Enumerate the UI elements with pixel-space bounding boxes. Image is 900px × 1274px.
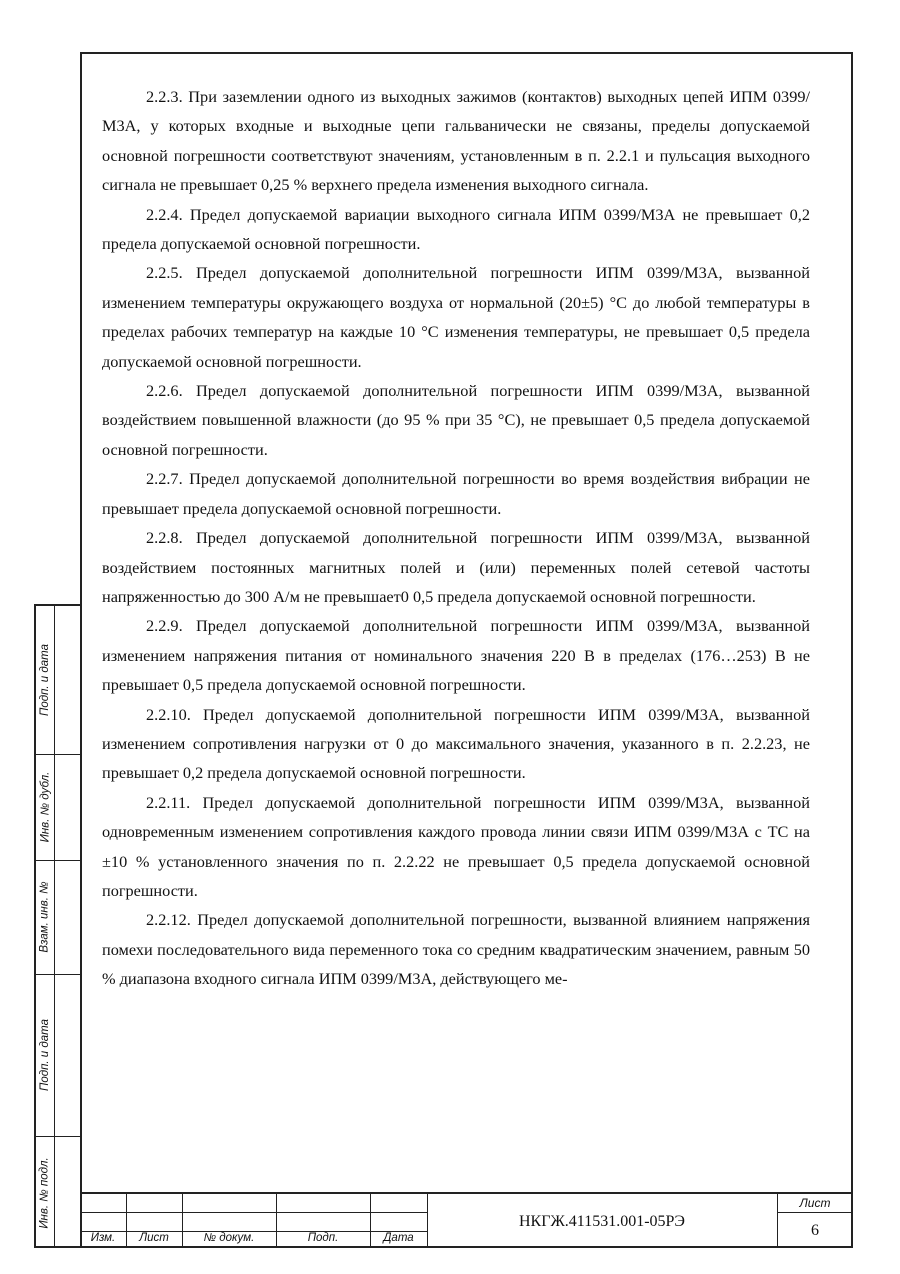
paragraph-2-2-7: 2.2.7. Предел допускаемой дополнительной погрешности во время воздействия вибрации не превышает предела допускаемой основной погрешности. — [102, 469, 810, 518]
title-block — [80, 1192, 853, 1248]
sheet-number: 6 — [811, 1222, 819, 1239]
tb-label-signature: Подп. — [307, 1232, 339, 1244]
paragraph-2-2-6: 2.2.6. Предел допускаемой дополнительной погрешности ИПМ 0399/М3А, вызванной воздействием повышенной влажности (до 95 % при 35 °С), не превышает 0,5 предела допускаемой основной погрешности. — [102, 381, 810, 459]
side-label-replace-inv: Взам. инв. № — [39, 881, 52, 953]
sheet-label: Лист — [799, 1196, 831, 1210]
tb-label-date: Дата — [383, 1232, 414, 1244]
side-label-dup-inv: Инв. № дубл. — [39, 771, 52, 843]
paragraph-2-2-11: 2.2.11. Предел допускаемой дополнительной погрешности ИПМ 0399/М3А, вызванной одновременным изменением сопротивления каждого провода линии связи ИПМ 0399/М3А с ТС на ±10 % установленного значения по п. 2.2.22 не превышает 0,5 предела допускаемой основной погрешности. — [102, 792, 810, 900]
side-strip-line — [54, 606, 55, 1246]
side-label-sign-date-2: Подп. и дата — [39, 1019, 51, 1091]
paragraph-2-2-12: 2.2.12. Предел допускаемой дополнительной погрешности, вызванной влиянием напряжения помехи последовательного вида переменного тока со средним квадратическим значением, равным 50 % диапазона входного сигнала ИПМ 0399/М3А, действующего ме- — [102, 910, 810, 989]
paragraph-2-2-4: 2.2.4. Предел допускаемой вариации выходного сигнала ИПМ 0399/М3А не превышает 0,2 предела допускаемой основной погрешности. — [102, 204, 810, 254]
side-label-sign-date: Подп. и дата — [39, 644, 51, 716]
paragraph-2-2-10: 2.2.10. Предел допускаемой дополнительной погрешности ИПМ 0399/М3А, вызванной изменением сопротивления нагрузки от 0 до максимального значения, указанного в п. 2.2.23, не превышает 0,2 предела допускаемой основной погрешности. — [102, 704, 810, 783]
paragraph-2-2-8: 2.2.8. Предел допускаемой дополнительной погрешности ИПМ 0399/М3А, вызванной воздействием постоянных магнитных полей и (или) переменных полей сетевой частоты напряженностью до 300 А/м не превышает0 0,5 предела допускаемой основной погрешности. — [102, 528, 810, 606]
document-body — [102, 82, 810, 994]
document-code: НКГЖ.411531.001-05РЭ — [518, 1213, 685, 1230]
side-stamp-strip — [34, 604, 80, 1248]
tb-row-line — [80, 1212, 427, 1213]
side-label-orig-inv: Инв. № подл. — [39, 1157, 52, 1229]
tb-label-change: Изм. — [90, 1232, 116, 1244]
tb-label-doc-no: № докум. — [203, 1232, 255, 1244]
tb-label-sheet: Лист — [139, 1232, 169, 1244]
paragraph-2-2-3: 2.2.3. При заземлении одного из выходных зажимов (контактов) выходных цепей ИПМ 0399/М3А, у которых входные и выходные цепи гальванически не связаны, пределы допускаемой основной погрешности соответствуют значениям, установленным в п. 2.2.1 и пульсация выходного сигнала не превышает 0,25 % верхнего предела изменения выходного сигнала. — [102, 87, 810, 195]
paragraph-2-2-9: 2.2.9. Предел допускаемой дополнительной погрешности ИПМ 0399/М3А, вызванной изменением напряжения питания от номинального значения 220 В в пределах (176…253) В не превышает 0,5 предела допускаемой основной погрешности. — [102, 616, 810, 695]
paragraph-2-2-5: 2.2.5. Предел допускаемой дополнительной погрешности ИПМ 0399/М3А, вызванной изменением температуры окружающего воздуха от нормальной (20±5) °С до любой температуры в пределах рабочих температур на каждые 10 °С изменения температуры, не превышает 0,5 предела допускаемой основной погрешности. — [102, 263, 810, 371]
